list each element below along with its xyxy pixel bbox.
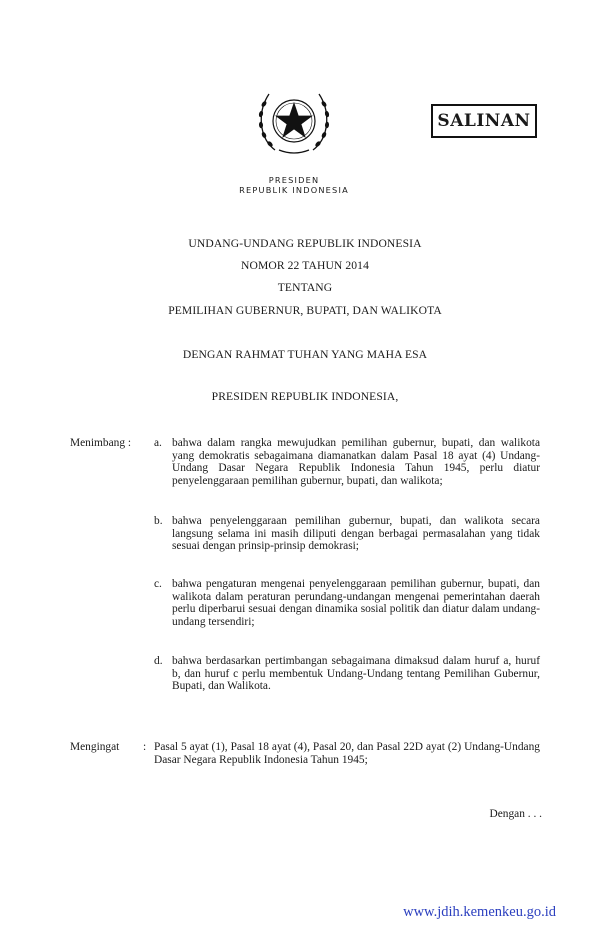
mengingat-text: Pasal 5 ayat (1), Pasal 18 ayat (4), Pasal 20, dan Pasal 22D ayat (2) Undang-Undang Dasar Negara Republik Indonesia Tahun 1945;: [154, 741, 540, 766]
menimbang-label: Menimbang :: [70, 437, 132, 449]
menimbang-item-d: bahwa berdasarkan pertimbangan sebagaimana dimaksud dalam huruf a, huruf b, dan huruf c perlu membentuk Undang-Undang tentang Pemilihan Gubernur, Bupati, dan Walikota.: [172, 655, 540, 693]
mengingat-label: Mengingat: [70, 741, 120, 753]
mengingat-colon: :: [143, 741, 147, 753]
garuda-star-emblem-icon: [253, 84, 335, 158]
item-letter: c.: [154, 578, 162, 590]
salinan-stamp: SALINAN: [431, 104, 537, 138]
footer-link[interactable]: www.jdih.kemenkeu.go.id: [403, 904, 556, 920]
law-subject: PEMILIHAN GUBERNUR, BUPATI, DAN WALIKOTA: [168, 304, 442, 317]
president-heading: PRESIDEN REPUBLIK INDONESIA,: [211, 390, 399, 403]
menimbang-item-a: bahwa dalam rangka mewujudkan pemilihan gubernur, bupati, dan walikota yang demokratis sebagaimana diamanatkan dalam Pasal 18 ayat (4) Undang-Undang Dasar Negara Republik Indonesia Tahun 1945, perlu diatur penyelenggaraan pemilihan gubernur, bupati, dan walikota;: [172, 437, 540, 488]
item-letter: d.: [154, 655, 163, 667]
menimbang-item-b: bahwa penyelenggaraan pemilihan gubernur, bupati, dan walikota secara langsung selama ini masih diliputi dengan berbagai permasalahan yang tidak sesuai dengan prinsip-prinsip demokrasi;: [172, 515, 540, 553]
item-letter: a.: [154, 437, 162, 449]
item-letter: b.: [154, 515, 163, 527]
next-page-indicator: Dengan . . .: [489, 808, 542, 820]
law-number: NOMOR 22 TAHUN 2014: [241, 259, 369, 272]
presiden-label: PRESIDEN: [268, 175, 320, 185]
preamble-invocation: DENGAN RAHMAT TUHAN YANG MAHA ESA: [182, 348, 428, 361]
menimbang-item-c: bahwa pengaturan mengenai penyelenggaraan pemilihan gubernur, bupati, dan walikota dalam peraturan perundang-undangan mengenai pemerintahan daerah perlu diperbarui sesuai dengan dinamika sosial politik dan diatur dalam undang-undang tersendiri;: [172, 578, 540, 629]
tentang-heading: TENTANG: [277, 281, 333, 294]
republik-indonesia-label: REPUBLIK INDONESIA: [239, 185, 349, 195]
law-title: UNDANG-UNDANG REPUBLIK INDONESIA: [188, 237, 422, 250]
